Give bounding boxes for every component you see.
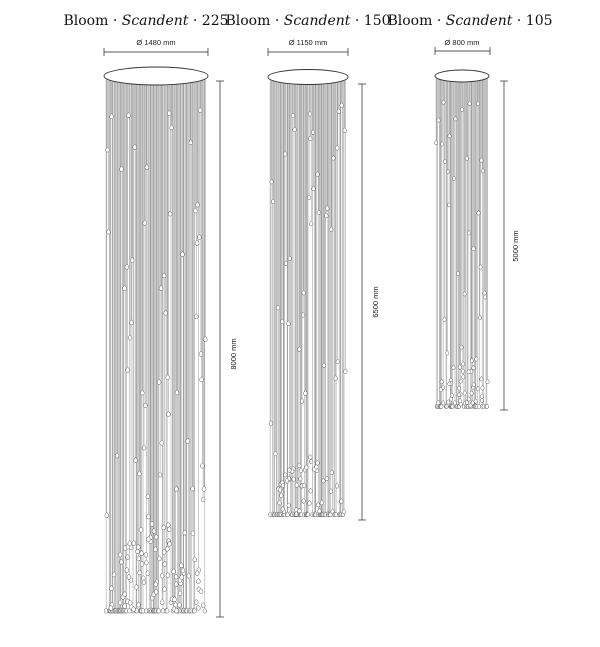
fixture-225-diameter-label: Ø 1480 mm [136, 38, 176, 47]
crystal-drop [128, 335, 132, 340]
fixture-225-title: Bloom · Scandent · 225 [63, 13, 229, 29]
fixture-105-canopy [435, 70, 489, 82]
crystal-drop [472, 246, 475, 251]
crystal-drop [474, 399, 477, 404]
crystal-drop [194, 599, 198, 604]
crystal-drop [127, 608, 131, 613]
fixture-225-height-dimension [216, 81, 238, 617]
crystal-drop [194, 314, 198, 319]
fixture-150-canopy [268, 70, 348, 85]
crystal-drop [126, 555, 130, 560]
crystal-drop [168, 211, 172, 216]
crystal-drop [468, 101, 471, 106]
crystal-drop [480, 398, 483, 403]
crystal-drop [443, 317, 446, 322]
crystal-drop [201, 497, 205, 502]
fixture-225-wires [106, 77, 205, 609]
crystal-drop [135, 584, 139, 589]
crystal-drop [462, 362, 465, 367]
crystal-drop [202, 486, 206, 491]
crystal-drop [146, 514, 150, 519]
fixture-105-diameter-label: Ø 800 mm [444, 38, 480, 47]
crystal-drop [486, 379, 489, 384]
crystal-drop [201, 603, 205, 608]
crystal-drop [200, 463, 204, 468]
crystal-drop [269, 421, 273, 426]
crystal-drop [441, 401, 444, 406]
fixture-105-diameter-dimension [435, 38, 490, 55]
crystal-drop [462, 374, 465, 379]
fixture-105-height-label: 5000 mm [511, 230, 520, 262]
crystal-drop [480, 158, 483, 163]
crystal-drop [298, 476, 302, 481]
fixture-150-wires [270, 78, 345, 513]
crystal-drop [123, 591, 127, 596]
crystal-drop [302, 499, 306, 504]
crystal-drop [316, 502, 320, 507]
crystal-drop [479, 265, 482, 270]
crystal-drop [191, 531, 195, 536]
crystal-drop [309, 488, 313, 493]
crystal-drop [302, 483, 306, 488]
crystal-drop [179, 563, 183, 568]
crystal-drop [144, 560, 148, 565]
fixture-150-height-label: 6500 mm [371, 286, 380, 318]
crystal-drop [105, 513, 109, 518]
crystal-drop [279, 493, 283, 498]
crystal-drop [193, 557, 197, 562]
crystal-drop [334, 376, 338, 381]
crystal-drop [142, 445, 146, 450]
crystal-drop [271, 199, 275, 204]
crystal-drop [343, 128, 347, 133]
crystal-drop [132, 606, 136, 611]
crystal-drop [189, 140, 193, 145]
fixture-150-diameter-dimension [268, 38, 348, 56]
crystal-drop [196, 605, 200, 610]
crystal-drop [434, 140, 437, 145]
crystal-drop [437, 118, 440, 123]
crystal-drop [459, 379, 462, 383]
crystal-drop [196, 578, 200, 583]
crystal-drop [160, 599, 164, 604]
crystal-drop [127, 574, 131, 579]
fixture-105 [387, 13, 552, 410]
crystal-drop [457, 386, 460, 391]
crystal-drop [130, 258, 134, 263]
crystal-drop [478, 315, 481, 320]
crystal-drop [160, 573, 164, 578]
crystal-drop [162, 273, 166, 278]
crystal-drop [166, 573, 170, 578]
fixture-150-diameter-label: Ø 1150 mm [288, 38, 328, 47]
crystal-drop [174, 602, 178, 607]
fixture-225-height-label: 8000 mm [229, 338, 238, 370]
crystal-drop [299, 468, 303, 473]
crystal-drop [154, 589, 158, 594]
fixture-150 [225, 13, 390, 520]
crystal-drop [125, 264, 129, 269]
fixture-225-diameter-dimension [104, 38, 208, 56]
crystal-drop [195, 240, 199, 245]
fixture-105-height-dimension [500, 81, 520, 410]
crystal-drop [132, 540, 136, 545]
crystal-drop [154, 534, 158, 539]
fixture-150-title: Bloom · Scandent · 150 [225, 13, 391, 29]
crystal-drop [480, 377, 483, 382]
fixture-105-title: Bloom · Scandent · 105 [387, 13, 553, 29]
fixture-225-canopy [104, 67, 208, 85]
crystal-drop [316, 460, 320, 465]
crystal-drop [481, 169, 484, 173]
crystal-drop [470, 358, 473, 363]
crystal-drop [302, 290, 306, 295]
crystal-drop [139, 527, 143, 532]
crystal-drop [144, 552, 148, 557]
crystal-drop [308, 455, 312, 460]
crystal-drop [335, 483, 339, 488]
fixture-225 [63, 13, 238, 617]
crystal-drop [106, 229, 110, 234]
fixture-105-wires [436, 77, 487, 405]
crystal-drop [178, 602, 182, 607]
crystal-drop [480, 394, 483, 399]
crystal-drop [203, 608, 207, 613]
fixture-150-height-dimension [358, 84, 380, 520]
crystal-drop [472, 365, 475, 370]
crystal-drop [166, 375, 170, 380]
